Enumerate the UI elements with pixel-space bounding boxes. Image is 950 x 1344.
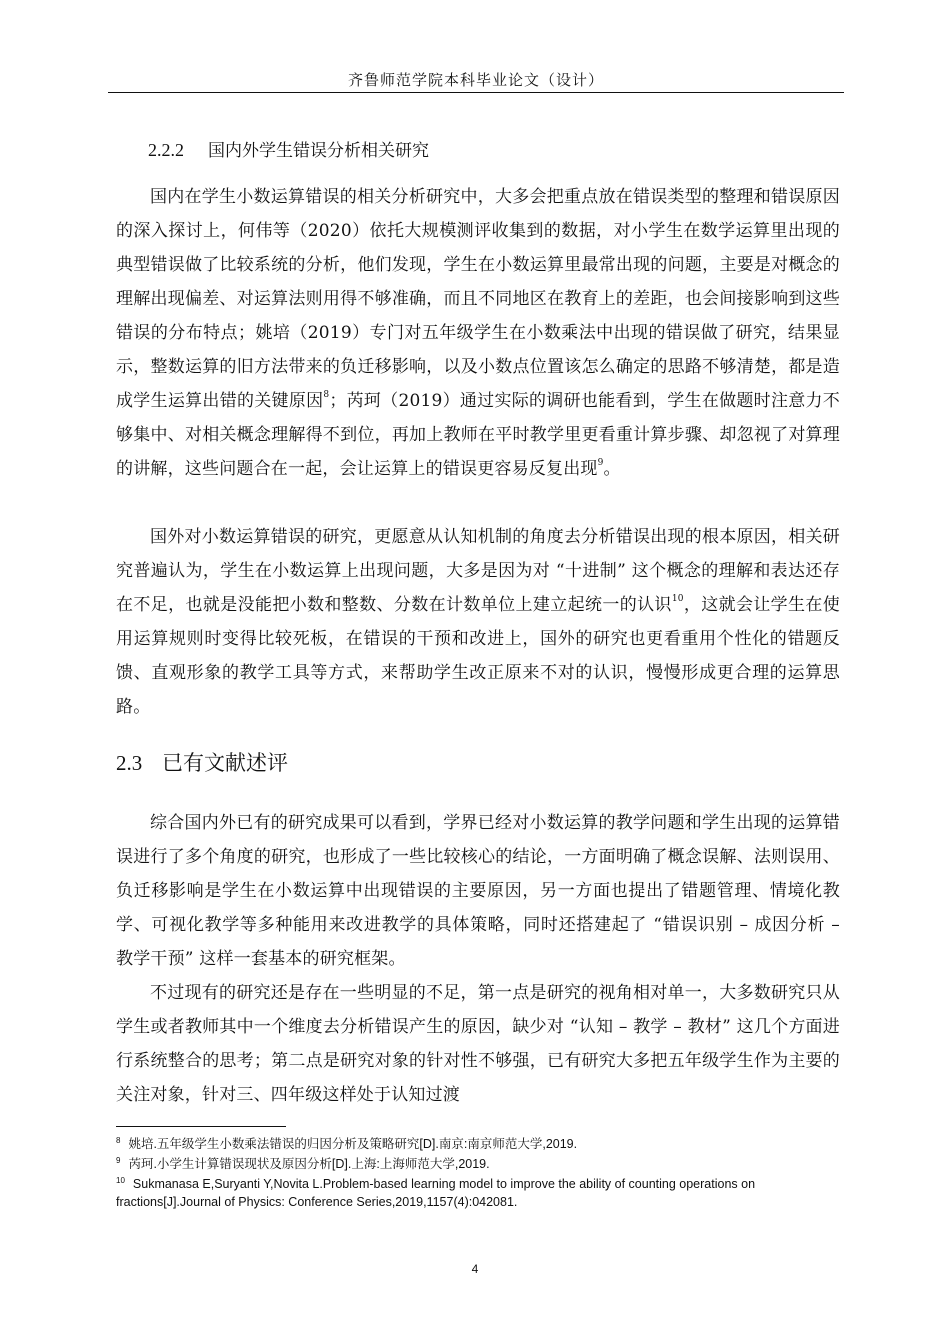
footnote-ref[interactable]: 8 xyxy=(323,390,330,401)
footnote-divider xyxy=(116,1126,286,1127)
footnotes xyxy=(116,1136,816,1213)
section-title: 已有文献述评 xyxy=(162,751,288,775)
paragraph-text: ，这就会让学生在使用运算规则时变得比较死板，在错误的干预和改进上，国外的研究也更看重用个性化的错题反馈、直观形象的教学工具等方式，来帮助学生改正原来不对的认识，慢慢形成更合理的运算思路。 xyxy=(116,595,840,717)
footnote-text: 姚培.五年级学生小数乘法错误的归因分析及策略研究[D].南京:南京师范大学,2019. xyxy=(128,1137,578,1151)
footnote-text: Sukmanasa E,Suryanti Y,Novita L.Problem-based learning model to improve the ability of counting operations on fractions[J].Journal of Physics: Conference Series,2019,1157(4):042081. xyxy=(116,1177,756,1209)
footnote-item xyxy=(116,1156,816,1174)
footnote-text: 芮珂.小学生计算错误现状及原因分析[D].上海:上海师范大学,2019. xyxy=(128,1157,490,1171)
running-header: 齐鲁师范学院本科毕业论文（设计） xyxy=(347,71,604,89)
body-paragraph: 不过现有的研究还是存在一些明显的不足，第一点是研究的视角相对单一，大多数研究只从学生或者教师其中一个维度去分析错误产生的原因，缺少对 “认知 – 教学 – 教材” 这几个方面进行系统整合的思考；第二点是研究对象的针对性不够强，已有研究大多把五年级学生作为主要的关注对象，针对三、四年级这样处于认知过渡 xyxy=(116,983,840,1105)
paragraph-text: 国外对小数运算错误的研究，更愿意从认知机制的角度去分析错误出现的根本原因，相关研究普遍认为，学生在小数运算上出现问题，大多是因为对 “十进制” 这个概念的理解和表达还存在不足，也就是没能把小数和整数、分数在计数单位上建立起统一的认识 xyxy=(116,527,840,615)
section-heading xyxy=(116,749,288,777)
subsection-number: 2.2.2 xyxy=(148,140,184,160)
body-paragraph xyxy=(116,180,840,486)
footnote-ref[interactable]: 9 xyxy=(597,458,604,469)
footnote-mark: 8 xyxy=(116,1136,121,1145)
subsection-title: 国内外学生错误分析相关研究 xyxy=(208,141,429,161)
footnote-item xyxy=(116,1176,816,1211)
paragraph-text: ；芮珂（2019）通过实际的调研也能看到，学生在做题时注意力不够集中、对相关概念理解得不到位，再加上教师在平时教学里更看重计算步骤、却忽视了对算理的讲解，这些问题合在一起，会让运算上的错误更容易反复出现 xyxy=(116,391,840,479)
footnote-item xyxy=(116,1136,816,1154)
body-paragraph: 综合国内外已有的研究成果可以看到，学界已经对小数运算的教学问题和学生出现的运算错误进行了多个角度的研究，也形成了一些比较核心的结论，一方面明确了概念误解、法则误用、负迁移影响是学生在小数运算中出现错误的主要原因，另一方面也提出了错题管理、情境化教学、可视化教学等多种能用来改进教学的具体策略，同时还搭建起了 “错误识别 – 成因分析 – 教学干预” 这样一套基本的研究框架。 xyxy=(116,813,840,969)
footnote-mark: 9 xyxy=(116,1156,121,1165)
header-divider xyxy=(108,92,844,93)
footnote-ref[interactable]: 10 xyxy=(671,594,684,605)
section-number: 2.3 xyxy=(116,751,143,775)
footnote-mark: 10 xyxy=(116,1176,125,1185)
subsection-heading xyxy=(148,137,429,164)
page-number: 4 xyxy=(471,1262,479,1276)
paragraph-text: 。 xyxy=(603,459,621,479)
body-paragraph xyxy=(116,520,840,724)
paragraph-text: 国内在学生小数运算错误的相关分析研究中，大多会把重点放在错误类型的整理和错误原因的深入探讨上，何伟等（2020）依托大规模测评收集到的数据，对小学生在数学运算里出现的典型错误做了比较系统的分析，他们发现，学生在小数运算里最常出现的问题，主要是对概念的理解出现偏差、对运算法则用得不够准确，而且不同地区在教育上的差距，也会间接影响到这些错误的分布特点；姚培（2019）专门对五年级学生在小数乘法中出现的错误做了研究，结果显示，整数运算的旧方法带来的负迁移影响，以及小数点位置该怎么确定的思路不够清楚，都是造成学生运算出错的关键原因 xyxy=(116,187,840,411)
